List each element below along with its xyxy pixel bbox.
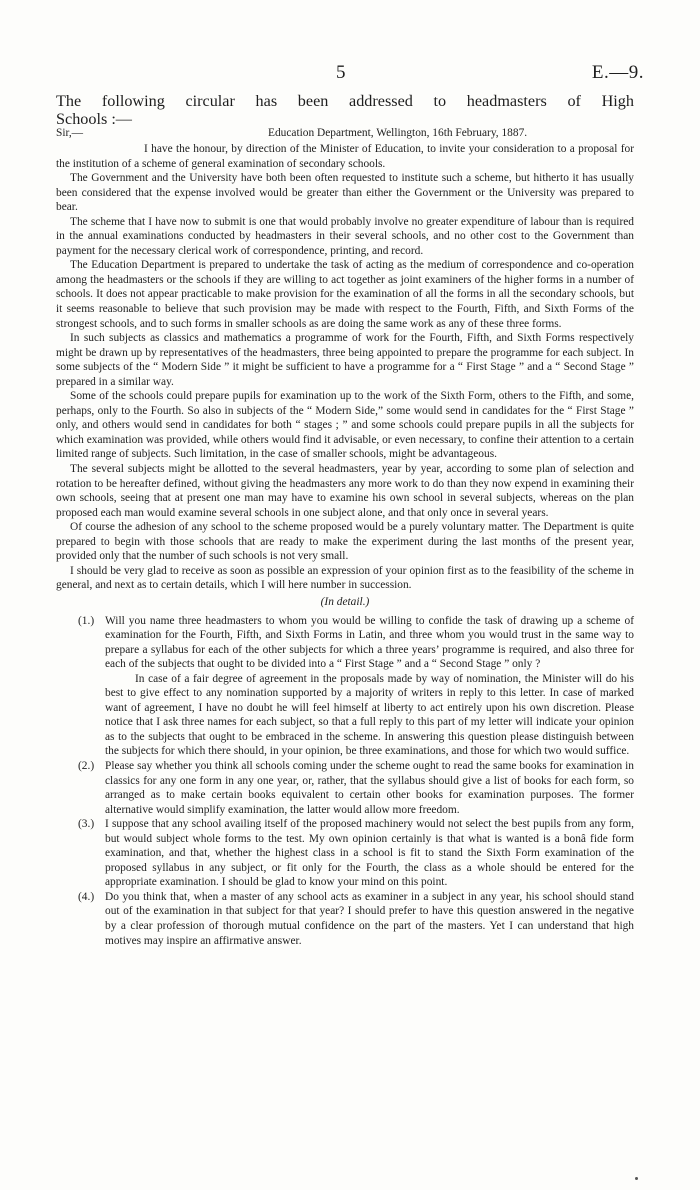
salutation: Sir,— [56, 127, 84, 139]
page-number: 5 [336, 62, 346, 83]
paragraph: The several subjects might be allotted to the several headmasters, year by year, according to some plan of selection and rotation to be hereafter defined, without giving the headmasters any more work to do than they now expend in examining their own schools, seeing that at present one man may have to examine his own school in several subjects, whereas on the plan proposed each man would examine several schools in one subject alone, and that only once in several years. [56, 463, 634, 519]
question-text: Do you think that, when a master of any school acts as examiner in a subject in any year, his school should stand out of the examination in that subject for that year? I should prefer to have this question answered in the negative by a clear profession of thorough mutual confidence on the part of the masters. Yet I can understand that high motives may inspire an affirmative answer. [105, 890, 634, 947]
salutation-row [56, 126, 634, 142]
paragraph: The Education Department is prepared to undertake the task of acting as the medium of correspondence and co-operation among the headmasters or the schools if they are willing to act together as joint examiners of the higher forms in a number of schools. It does not appear practicable to make provision for the examination of all the forms in all the secondary schools, but it seems reasonable to believe that such provision may be made with respect to the Fourth, Fifth, and Sixth Forms of the strongest schools, and to such forms in smaller schools as are doing the same work as any of these three forms. [56, 259, 634, 330]
page-mark [635, 1177, 638, 1180]
paragraph: The scheme that I have now to submit is one that would probably involve no greater expenditure of labour than is required in the annual examinations conducted by headmasters in their several schools, and no other cost to the Government than payment for the necessary clerical work of correspondence, printing, and record. [56, 215, 634, 257]
intro-line-2: Schools :— [56, 110, 132, 128]
paragraph: I have the honour, by direction of the Minister of Education, to invite your consideration to a proposal for the institution of a scheme of general examination of secondary schools. [56, 143, 634, 170]
question-number: (4.) [78, 890, 95, 903]
intro-line-1: The following circular has been addressed to headmasters of High [56, 92, 634, 110]
question-number: (3.) [78, 818, 95, 831]
in-detail-heading: (In detail.) [320, 595, 370, 608]
document-reference: E.—9. [591, 62, 644, 83]
place-date: Education Department, Wellington, 16th February, 1887. [268, 127, 528, 139]
question-note: In case of a fair degree of agreement in the proposals made by way of nomination, the Minister will do his best to give effect to any nomination supported by a majority of writers in reply to this letter. In case of marked want of agreement, I have no doubt he will feel himself at liberty to act entirely upon his own discretion. Please notice that I ask three names for each subject, so that a full reply to this part of my letter will indicate your opinion as to the subjects that ought to be embraced in the scheme. In answering this question please distinguish between the subjects for which there should, in your opinion, be three examinations, and those for which two would suffice. [105, 672, 634, 758]
paragraph: Of course the adhesion of any school to the scheme proposed would be a purely voluntary matter. The Department is quite prepared to begin with those schools that are ready to make the experiment during the last months of the present year, provided only that the number of such schools is not very small. [56, 521, 634, 563]
question-text: Will you name three headmasters to whom you would be willing to confide the task of drawing up a scheme of examination for the Fourth, Fifth, and Sixth Forms in Latin, and three whom you would trust in the same way to prepare a syllabus for each of the other subjects for which a three years’ programme is required, and also three for each of the subjects that ought to be divided into a “ First Stage ” and a “ Second Stage ” only ? [105, 614, 634, 671]
paragraph: I should be very glad to receive as soon as possible an expression of your opinion first as to the feasibility of the scheme in general, and next as to certain details, which I will here number in succession. [56, 564, 634, 592]
question-text: I suppose that any school availing itself of the proposed machinery would not select the best pupils from any form, but would subject whole forms to the test. My own opinion certainly is that what is wanted is a bonâ fide form examination, and that, whether the highest class in a school is fit to stand the Sixth Form examination of the proposed syllabus in any subject, or fit only for the Fourth, the class as a whole should be entered for the appropriate examination. I should be glad to know your mind on this point. [105, 818, 634, 889]
question-item [56, 817, 634, 890]
question-item [56, 614, 634, 759]
document-body [56, 92, 634, 948]
question-number: (2.) [78, 759, 95, 772]
paragraph: In such subjects as classics and mathematics a programme of work for the Fourth, Fifth, and Sixth Forms respectively might be drawn up by representatives of the headmasters, three being appointed to prepare the programme for each subject. In some subjects of the “ Modern Side ” it might be sufficient to have a programme for a “ First Stage ” and a “ Second Stage ” prepared in a similar way. [56, 332, 634, 388]
paragraph: Some of the schools could prepare pupils for examination up to the work of the Sixth Form, others to the Fifth, and some, perhaps, only to the Fourth. So also in subjects of the “ Modern Side,” some would send in candidates for the “ First Stage ” only, and others would send in candidates for both “ stages ; ” and some schools could prepare pupils in all the subjects for which examination was provided, while others would find it advisable, or even necessary, to confine their attention to a certain limited range of subjects. Such limitation, in the case of smaller schools, might be advantageous. [56, 390, 634, 461]
question-text: Please say whether you think all schools coming under the scheme ought to read the same books for examination in classics for any one form in any one year, or, rather, that the syllabus should give a list of books for each form, so arranged as to make certain books equivalent to certain other books for examination purposes. The former alternative would simplify examination, the latter would allow more freedom. [105, 759, 634, 816]
question-item [56, 759, 634, 817]
paragraph: The Government and the University have both been often requested to institute such a scheme, but hitherto it has usually been considered that the expense involved would be greater than either the Government or the University was prepared to bear. [56, 172, 634, 214]
question-number: (1.) [78, 614, 95, 627]
question-item [56, 890, 634, 948]
